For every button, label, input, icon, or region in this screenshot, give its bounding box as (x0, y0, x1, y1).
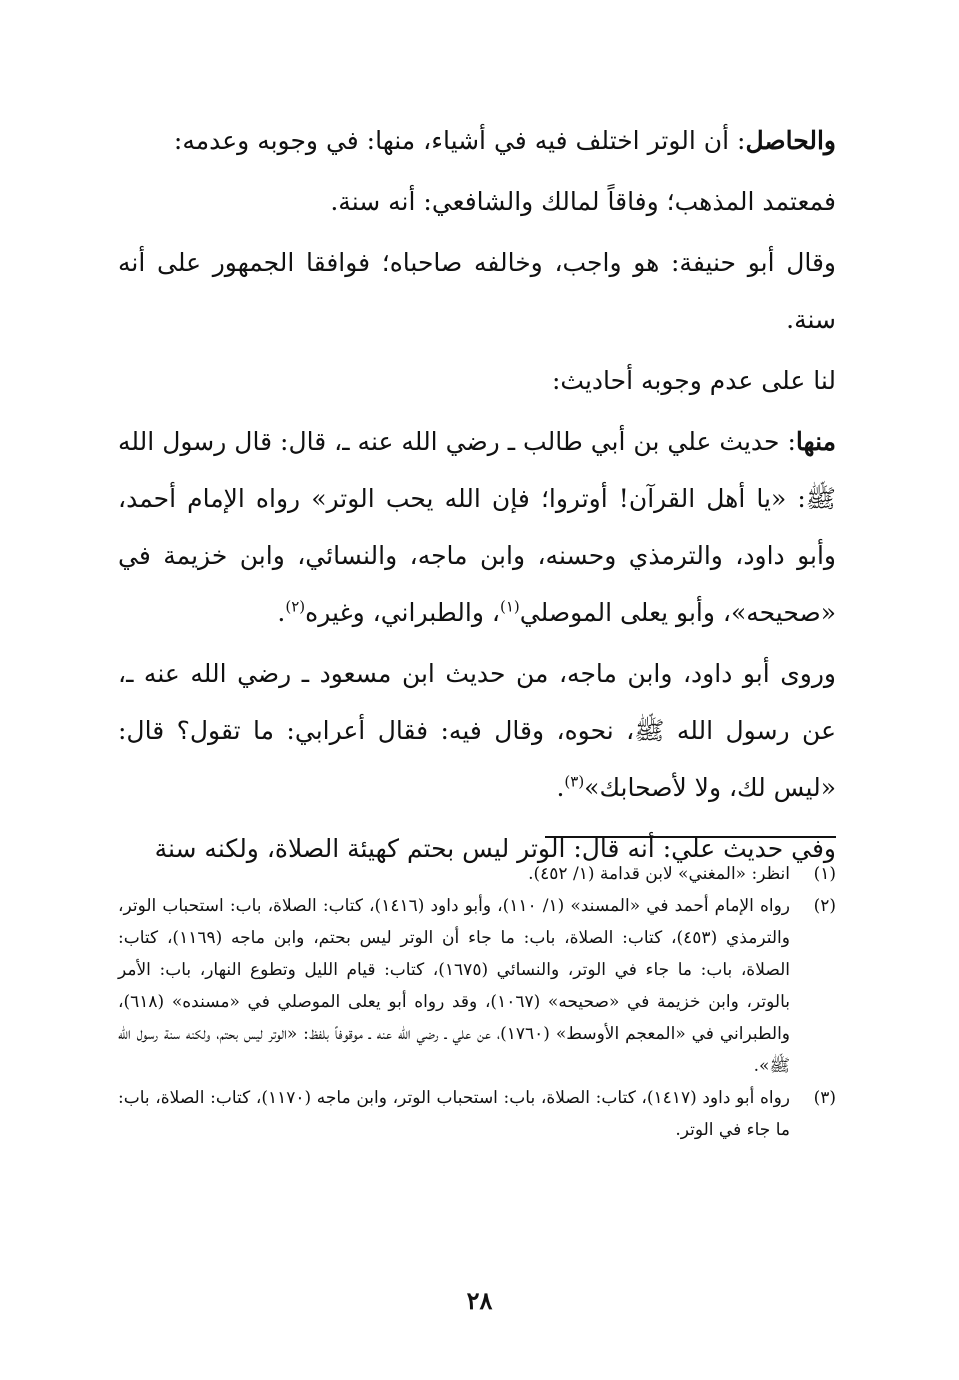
paragraph-text: فمعتمد المذهب؛ وفاقاً لمالك والشافعي: أنه سنة. (330, 187, 836, 216)
paragraph-text: . (277, 598, 286, 627)
footnotes (118, 858, 836, 1146)
footnote-ref-1[interactable]: (١) (499, 597, 520, 616)
paragraph-text: . (556, 773, 565, 802)
main-text (118, 112, 836, 881)
paragraph-madhhab (118, 173, 836, 230)
paragraph-text: وقال أبو حنيفة: هو واجب، وخالفه صاحباه؛ فوافقا الجمهور على أنه سنة. (118, 248, 836, 334)
paragraph-text: ، والطبراني، وغيره (305, 598, 500, 627)
paragraph-abu-hanifa (118, 234, 836, 348)
page-number: ٢٨ (466, 1286, 493, 1315)
paragraph-text: : أن الوتر اختلف فيه في أشياء، منها: في وجوبه وعدمه: (173, 126, 746, 155)
footnote-text: انظر: «المغني» لابن قدامة (١/ ٤٥٢). (528, 864, 790, 884)
footnote-ref-2[interactable]: (٢) (285, 597, 306, 616)
footnote-2 (118, 890, 836, 1082)
footnote-number: (٣) (813, 1088, 836, 1108)
paragraph-text: وروى أبو داود، وابن ماجه، من حديث ابن مسعود ـ رضي الله عنه ـ، عن رسول الله ﷺ، نحوه، وقال فيه: فقال أعرابي: ما تقول؟ قال: «ليس لك، ولا لأصحابك» (118, 659, 836, 802)
lead-word: والحاصل (745, 126, 836, 155)
paragraph-ibn-masud (118, 645, 836, 816)
footnote-1 (118, 858, 836, 890)
paragraph-hadith-ali (118, 413, 836, 641)
paragraph-text: وفي حديث علي: أنه قال: الوتر ليس بحتم كهيئة الصلاة، ولكنه سنة (154, 834, 836, 863)
footnote-3 (118, 1082, 836, 1146)
paragraph-conclusion (118, 112, 836, 169)
footnote-number: (٢) (813, 896, 836, 916)
footnote-ref-3[interactable]: (٣) (564, 772, 585, 791)
paragraph-text: : حديث علي بن أبي طالب ـ رضي الله عنه ـ، قال: قال رسول الله ﷺ: «يا أهل القرآن! أوتروا؛ فإن الله يحب الوتر» رواه الإمام أحمد، وأبو داود، والترمذي وحسنه، وابن ماجه، والنسائي، وابن خزيمة في «صحيحه»، وأبو يعلى الموصلي (118, 427, 836, 627)
footnote-separator (545, 836, 836, 838)
paragraph-evidence-intro (118, 352, 836, 409)
footnote-text: رواه الإمام أحمد في «المسند» (١/ ١١٠)، وأبو داود (١٤١٦)، كتاب: الصلاة، باب: استحباب الوتر، والترمذي (٤٥٣)، كتاب: الصلاة، باب: ما جاء أن الوتر ليس بحتم، وابن ماجه (١١٦٩)، كتاب: الصلاة، باب: ما جاء في الوتر، والنسائي (١٦٧٥)، كتاب: قيام الليل وتطوع النهار، باب: الأمر بالوتر، وابن خزيمة في «صحيحه» (١٠٦٧)، وقد رواه أبو يعلى الموصلي في «مسنده» (٦١٨)، والطبراني في «المعجم الأوسط» (١٧٦٠)، عن علي ـ رضي الله عنه ـ موقوفاً بلفظ: «الوتر ليس بحتم، ولكنه سنة رسول الله ﷺ». (118, 896, 791, 1076)
paragraph-text: لنا على عدم وجوبه أحاديث: (552, 366, 836, 395)
lead-word: منها (795, 427, 836, 456)
footnote-number: (١) (813, 864, 836, 884)
footnote-text: رواه أبو داود (١٤١٧)، كتاب: الصلاة، باب: استحباب الوتر، وابن ماجه (١١٧٠)، كتاب: الصلاة، باب: ما جاء في الوتر. (118, 1088, 790, 1140)
